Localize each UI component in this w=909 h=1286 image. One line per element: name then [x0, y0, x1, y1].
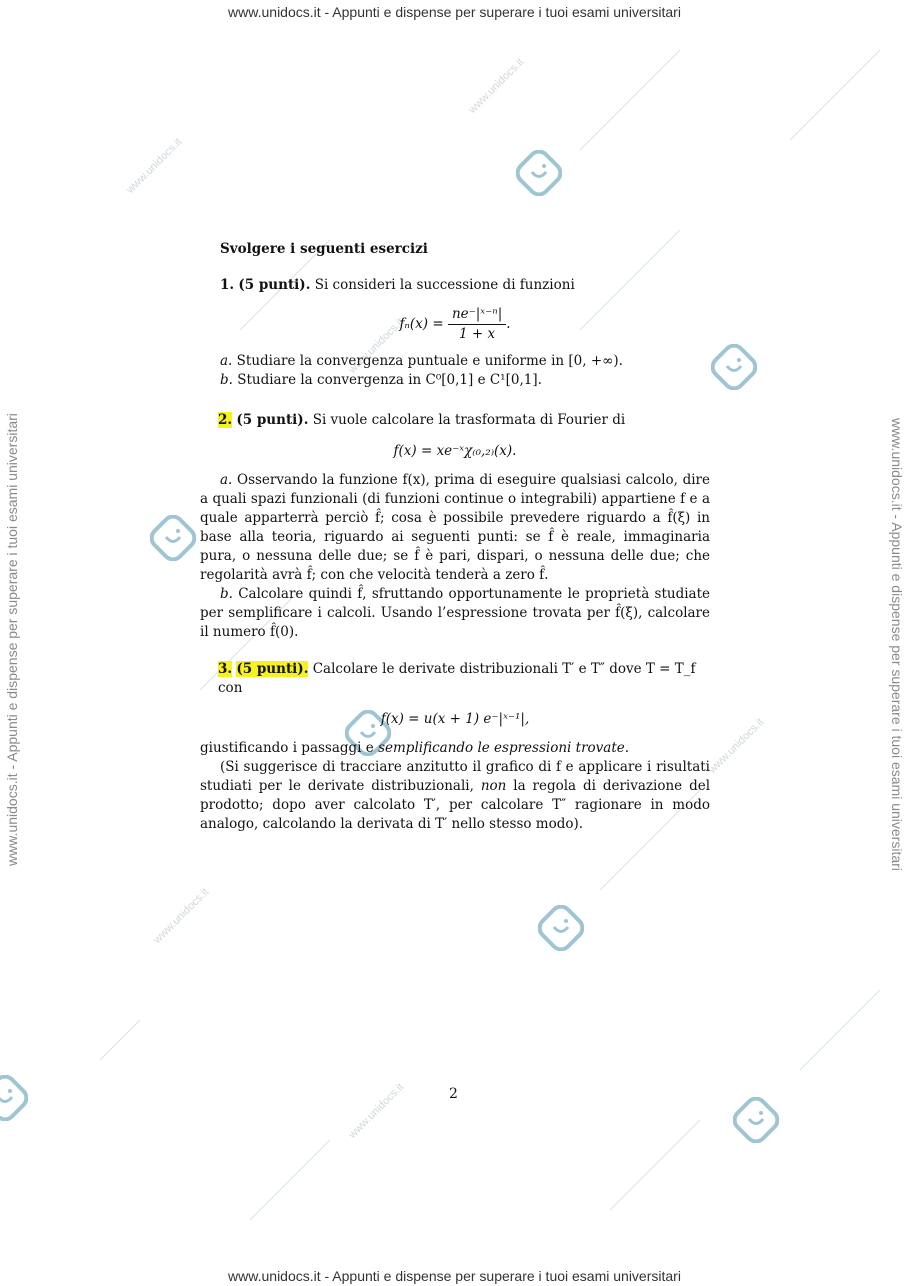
paragraph [200, 471, 710, 585]
paragraph-text: Osservando la funzione f(x), prima di eseguire qualsiasi calcolo, dire a quali spazi funzionali (di funzioni continue o integrabili) appartiene f e a quale apparterrà perciò f̂; cosa è possibile prevedere riguardo a f̂(ξ) in base alla teoria, riguardo ai seguenti punti: se f̂ è reale, immaginaria pura, o nessuna delle due; se f̂ è pari, dispari, o nessuna delle due; che regolarità avrà f̂; con che velocità tenderà a zero f̂. [200, 472, 710, 583]
exercise-intro: Si vuole calcolare la trasformata di Fourier di [312, 412, 626, 428]
formula: f(x) = xe⁻ˣχ₍₀,₂₎(x). [393, 443, 517, 459]
right-side-banner: www.unidocs.it - Appunti e dispense per superare i tuoi esami universitari [889, 418, 905, 871]
formula: f(x) = u(x + 1) e⁻|ˣ⁻¹|, [380, 711, 530, 727]
exercise-points: (5 punti). [238, 277, 311, 293]
item-text: Studiare la convergenza puntuale e uniforme in [0, +∞). [236, 353, 623, 369]
exercise-number: 1. [220, 277, 235, 293]
unidocs-logo-icon [711, 344, 757, 390]
fraction-denominator: 1 + x [459, 326, 496, 342]
paragraph-text: Calcolare quindi f̂, sfruttando opportunamente le proprietà studiate per semplificare i calcoli. Usando l’espressione trovata per f̂(ξ), calcolare il numero f̂(0). [200, 586, 710, 640]
exercise-number: 3. [218, 661, 233, 677]
unidocs-logo-icon [516, 150, 562, 196]
exercise-intro: Calcolare le derivate distribuzionali T′ e T″ dove T = T_f con [218, 661, 696, 696]
exercise-number: 2. [218, 412, 233, 428]
formula: fₙ(x) = $\frac{\text{ne⁻|ˣ⁻ⁿ|}}{1 + x}$ . [399, 306, 511, 342]
watermark-text: www.unidocs.it [346, 1081, 407, 1141]
paragraph-text: giustificando i passaggi e [200, 740, 374, 756]
watermark-text: www.unidocs.it [466, 56, 527, 116]
exercise-points: (5 punti). [236, 661, 309, 677]
unidocs-logo-icon [538, 905, 584, 951]
paragraph [200, 739, 710, 758]
exercise-points: (5 punti). [236, 412, 309, 428]
fraction-numerator: ne⁻|ˣ⁻ⁿ| [448, 305, 506, 325]
watermark-text: www.unidocs.it [151, 886, 212, 946]
sheet-heading: Svolgere i seguenti esercizi [220, 241, 428, 257]
emphasis-text: non [480, 778, 507, 794]
list-item [200, 371, 710, 390]
watermark-text: www.unidocs.it [346, 316, 407, 376]
paragraph [200, 585, 710, 642]
exercise-2 [200, 411, 710, 642]
paragraph [200, 758, 710, 834]
item-label: b. [220, 372, 233, 388]
bottom-banner: www.unidocs.it - Appunti e dispense per superare i tuoi esami universitari [228, 1268, 681, 1284]
emphasis-text: semplificando le espressioni trovate. [378, 740, 630, 756]
item-label: a. [220, 472, 233, 488]
item-text: Studiare la convergenza in C⁰[0,1] e C¹[0,1]. [237, 372, 542, 388]
unidocs-logo-icon [150, 515, 196, 561]
page-number: 2 [449, 1086, 458, 1102]
exercise-3 [200, 660, 710, 834]
exercise-intro: Si consideri la successione di funzioni [314, 277, 575, 293]
exercise-1 [200, 276, 710, 390]
paragraph-text: (Si suggerisce di tracciare anzitutto il grafico di f e applicare i risultati studiati per le derivate distribuzionali, [200, 759, 710, 794]
watermark-text: www.unidocs.it [706, 716, 767, 776]
formula-fraction [448, 305, 506, 344]
formula-lhs: fₙ(x) = [399, 316, 444, 332]
unidocs-logo-icon [0, 1075, 28, 1121]
watermark-text: www.unidocs.it [124, 136, 185, 196]
top-banner: www.unidocs.it - Appunti e dispense per superare i tuoi esami universitari [228, 4, 681, 20]
unidocs-logo-icon [733, 1097, 779, 1143]
item-label: b. [220, 586, 233, 602]
paragraph-text: la regola di derivazione del prodotto; dopo aver calcolato T′, per calcolare T″ ragionare in modo analogo, calcolando la derivata di T′ nello stesso modo). [200, 778, 711, 832]
item-label: a. [220, 353, 233, 369]
left-side-banner: www.unidocs.it - Appunti e dispense per superare i tuoi esami universitari [4, 413, 20, 866]
list-item [200, 352, 710, 371]
